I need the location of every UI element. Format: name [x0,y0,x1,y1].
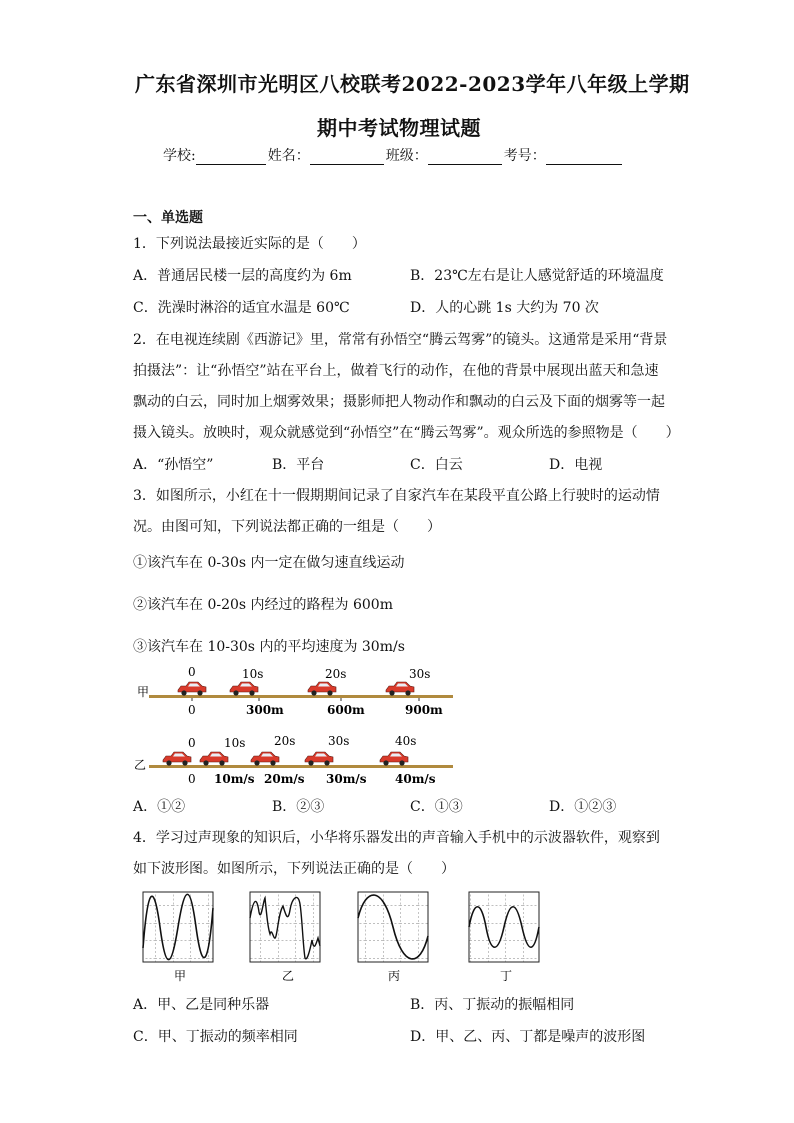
name-label: 姓名： [267,148,310,164]
section-heading: 一、单选题 [133,210,203,226]
car-jia-2 [308,682,336,696]
q3-statement-2: ②该汽车在 0-20s 内经过的路程为 600m [133,597,393,613]
q4-option-d[interactable]: D．甲、乙、丙、丁都是噪声的波形图 [410,1029,646,1045]
jia-cars [178,682,414,696]
q4-option-b[interactable]: B．丙、丁振动的振幅相同 [410,997,575,1013]
yi-mark-20: 20m/s [264,772,305,786]
q2-option-a[interactable]: A．“孙悟空” [133,457,214,473]
jia-mark-900m: 900m [405,703,443,717]
wave-panel-yi [250,892,320,983]
jia-times [188,665,430,681]
exam-title-line2: 期中考试物理试题 [317,116,481,140]
wave-label-ding: 丁 [500,969,513,983]
yi-mark-10: 10m/s [214,772,255,786]
road-yi [149,765,453,768]
student-info-row [163,145,624,165]
q2-option-b[interactable]: B．平台 [272,457,325,473]
q2-option-c[interactable]: C．白云 [410,457,463,473]
q3-option-a[interactable]: A．①② [133,799,186,815]
q1-option-b[interactable]: B．23℃左右是让人感觉舒适的环境温度 [410,268,664,284]
car-jia-1 [230,682,258,696]
q4-line-2: 如下波形图。如图所示，下列说法正确的是（ ） [133,861,455,877]
class-blank[interactable] [428,150,502,165]
q1-stem: 1．下列说法最接近实际的是（ ） [133,236,366,252]
yi-mark-40: 40m/s [395,772,436,786]
q2-line-1: 2．在电视连续剧《西游记》里，常常有孙悟空“腾云驾雾”的镜头。这通常是采用“背景 [133,332,668,348]
q4-line-1: 4．学习过声现象的知识后，小华将乐器发出的声音输入手机中的示波器软件，观察到 [133,830,660,846]
q3-motion-figure [128,660,468,790]
car-jia-0 [178,682,206,696]
number-blank[interactable] [546,150,622,165]
q1-option-c[interactable]: C．洗澡时淋浴的适宜水温是 60℃ [133,300,350,316]
yi-time-30s: 30s [328,734,350,748]
wave-label-bing: 丙 [388,969,401,983]
jia-time-10s: 10s [242,667,264,681]
q3-line-2: 况。由图可知，下列说法都正确的一组是（ ） [133,519,441,535]
exam-title-line1: 广东省深圳市光明区八校联考2022-2023学年八年级上学期 [135,72,690,96]
jia-ticks [192,698,419,701]
yi-mark-0: 0 [188,772,196,786]
q4-option-a[interactable]: A．甲、乙是同种乐器 [133,997,270,1013]
yi-time-40s: 40s [395,734,417,748]
yi-times [188,734,416,750]
wave-panel-jia [143,892,213,983]
q3-option-c[interactable]: C．①③ [410,799,463,815]
q1-option-a[interactable]: A．普通居民楼一层的高度约为 6m [133,268,352,284]
q3-statement-1: ①该汽车在 0-30s 内一定在做匀速直线运动 [133,555,405,571]
jia-mark-0: 0 [188,703,196,717]
yi-marks [188,772,436,786]
yi-mark-30: 30m/s [326,772,367,786]
jia-time-0: 0 [188,665,196,679]
car-yi-0 [163,752,191,766]
car-yi-3 [305,752,333,766]
wave-label-jia: 甲 [174,969,187,983]
q3-line-1: 3．如图所示，小红在十一假期期间记录了自家汽车在某段平直公路上行驶时的运动情 [133,488,660,504]
q2-line-2: 拍摄法”：让“孙悟空”站在平台上，做着飞行的动作，在他的背景中展现出蓝天和急速 [133,363,659,379]
car-jia-3 [386,682,414,696]
q1-option-d[interactable]: D．人的心跳 1s 大约为 70 次 [410,300,599,316]
school-blank[interactable] [196,150,266,165]
jia-mark-600m: 600m [327,703,365,717]
wave-panel-bing [358,892,428,983]
jia-time-20s: 20s [325,667,347,681]
car-yi-2 [251,752,279,766]
q2-option-d[interactable]: D．电视 [549,457,603,473]
yi-time-10s: 10s [224,736,246,750]
number-label: 考号： [503,148,546,164]
jia-mark-300m: 300m [246,703,284,717]
q4-waveform-figure [138,888,548,984]
name-blank[interactable] [310,150,384,165]
class-label: 班级： [385,148,428,164]
q4-option-c[interactable]: C．甲、丁振动的频率相同 [133,1029,298,1045]
yi-cars [163,752,408,766]
q2-line-3: 飘动的白云，同时加上烟雾效果；摄影师把人物动作和飘动的白云及下面的烟雾等一起 [133,394,665,410]
yi-time-20s: 20s [274,734,296,748]
wave-label-yi: 乙 [282,969,295,983]
yi-time-0: 0 [188,736,196,750]
car-yi-1 [200,752,228,766]
q3-option-b[interactable]: B．②③ [272,799,325,815]
row-yi-label: 乙 [134,758,147,772]
q3-option-d[interactable]: D．①②③ [549,799,617,815]
school-label: 学校: [163,148,196,164]
jia-time-30s: 30s [409,667,431,681]
car-yi-4 [380,752,408,766]
q2-line-4: 摄入镜头。放映时，观众就感觉到“孙悟空”在“腾云驾雾”。观众所选的参照物是（ ） [133,425,680,441]
jia-marks [188,703,443,717]
wave-panel-ding [469,892,539,983]
row-jia-label: 甲 [137,685,150,699]
q3-statement-3: ③该汽车在 10-30s 内的平均速度为 30m/s [133,639,405,655]
